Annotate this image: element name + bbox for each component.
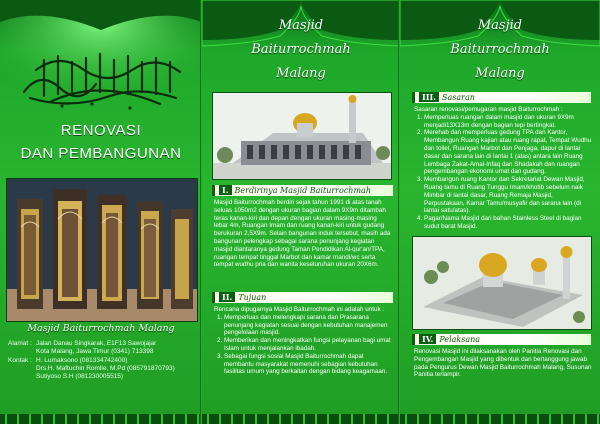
panel-history	[202, 0, 400, 424]
mosque-name-footer: Masjid Baiturrochmah Malang	[27, 323, 175, 334]
section-1-heading: I. Berdirinya Masjid Baiturrochmah	[212, 185, 393, 196]
title-line-2: DAN PEMBANGUNAN	[20, 145, 182, 162]
header-line-1: Masjid	[278, 18, 324, 33]
header-line-2: Baiturrochmah	[450, 42, 550, 57]
list-item: 3. Membangun ruang Kantor dan Sekretariat Dewan Masjid, Ruang tamu di Ruang Tunggu Imam/khotib sebelum naik Mimbar di lantai dasar, Ruang Remaja Masjid, Perpustakaan, Kamar Tamu/musyafir dan sarana lain (di lantai satu/atas).	[424, 176, 592, 215]
section-4-text: Renovasi Masjid ini dilaksanakan oleh Panitia Renovasi dan Pengembangan Masjid yang dibentuk dan bertanggung jawab pada Pengurus Dewan Masjid Baiturrochmah Malang, Susunan Panitia terlampir.	[414, 348, 592, 379]
panel-cover	[0, 0, 202, 424]
header-line-3: Malang	[475, 66, 525, 81]
header-line-3: Malang	[276, 66, 326, 81]
section-2-text: Rencana dipugarnya Masjid Baiturrochmah ini adalah untuk : 1. Memperluas dan melengkapi sarana dan Prasarana penunjang kegiatan sesuai dengan kebutuhan manajemen pengelolaan masjid. 2. Memberikan dan meningkatkan fungsi pelayanan bagi umat Islam untuk menjalankan ibadah. 3. Sebagai fungsi sosial Masjid Baiturrochmah dapat membantu masyarakat memenuhi sebagian kebutuhan fasilitas umum yang berkaitan dengan bidang keagamaan.	[214, 306, 392, 376]
mosque-aerial-render-image	[412, 236, 592, 330]
bottom-ornament	[400, 414, 600, 424]
contact-row: Alamat : Jalan Danau Singkarak, E1F13 Sawojajar	[8, 340, 157, 347]
mosque-interior-image	[6, 178, 198, 322]
header-line-2: Baiturrochmah	[251, 42, 351, 57]
section-3-heading: III. Sasaran	[412, 92, 591, 103]
bottom-ornament	[0, 414, 202, 424]
contact-row: Sutiyoso S.H (081230005515)	[36, 373, 124, 381]
bismillah-calligraphy	[0, 0, 202, 120]
contact-row: Kontak : H. Lumaksono (081334742400)	[8, 356, 128, 364]
bottom-ornament	[202, 414, 400, 424]
section-4-heading: IV. Pelaksana	[412, 334, 591, 345]
contact-row: Drs.H. Maftuchin Romlie, M.Pd (085791870793)	[36, 364, 175, 372]
section-2-heading: II. Tujuan	[212, 292, 393, 303]
mosque-render-image	[212, 92, 392, 180]
list-item: 1. Memperluas ruangan dalam masjid dan ukuran 9X9m menjadi13X13m dengan bagian tepi bertingkat.	[424, 114, 592, 130]
list-item: 1. Memperluas dan melengkapi sarana dan Prasarana penunjang kegiatan sesuai dengan kebutuhan manajemen pengelolaan masjid.	[224, 314, 392, 337]
title-line-1: RENOVASI	[60, 122, 142, 139]
list-item: 4. Pagar/Nama Masjid dari bahan Stainless Steel di bagian sudut barat Masjid.	[424, 215, 592, 231]
section-3-text: Sasaran renovasi/pemugaran masjid Baiturrochmah : 1. Memperluas ruangan dalam masjid dan ukuran 9X9m menjadi13X13m dengan bagian tepi bertingkat. 2. Merehab dan memperluas gedung TPA dan Kantor, Membangun Ruang kajian atau ruang rapat, Tempat Wudhu dan toilet, Ruangan Marbot dan Penjaga, dapur di lantai dasar dan sarana lain di lantai 1 (atas) antara lain Ruang Lembaga Zakat-Amal-Infaq dan Shadakah dan ruangan pengembangan ekonomi umat dan gudang. 3. Membangun ruang Kantor dan Sekretariat Dewan Masjid, Ruang tamu di Ruang Tunggu Imam/khotib sebelum naik Mimbar di lantai dasar, Ruang Remaja Masjid, Perpustakaan, Kamar Tamu/musyafir dan sarana lain (di lantai satu/atas). 4. Pagar/Nama Masjid dari bahan Stainless Steel di bagian sudut barat Masjid.	[414, 106, 592, 231]
list-item: 2. Memberikan dan meningkatkan fungsi pelayanan bagi umat Islam untuk menjalankan ibadah.	[224, 337, 392, 353]
panel-goals	[400, 0, 600, 424]
contact-row: Kota Malang, Jawa Timur (0341) 713398	[36, 348, 154, 356]
contact-block	[8, 340, 200, 381]
header-line-1: Masjid	[477, 18, 523, 33]
list-item: 2. Merehab dan memperluas gedung TPA dan Kantor, Membangun Ruang kajian atau ruang rapat, Tempat Wudhu dan toilet, Ruangan Marbot dan Penjaga, dapur di lantai dasar dan sarana lain di lantai 1 (atas) antara lain Ruang Lembaga Zakat-Amal-Infaq dan Shadakah dan ruangan pengembangan ekonomi umat dan gudang.	[424, 129, 592, 176]
section-1-text: Masjid Baiturrochmah berdiri sejak tahun 1991 di atas tanah seluas 1050m2 dengan ukuran bagian dalam 9X9m ditambah teras kanan-kiri dan depan dengan ukuran masing-masing lebar 4m, Ruangan Imam dan ruang kanan-kiri untuk gudang berukuran 2,5X9m. Selain bangunan induk tersebut, masih ada bangunan pelengkap sebagai sarana penunjang kegiatan masjid diantaranya gedung Taman Pendidikan Al-qur'an/TPA, ruangan tempat tinggal Marbot dan kamar mandi/wc serta tempat wudhu pria dan wanita keseluruhan ukuran 20X6m.	[214, 199, 391, 269]
list-item: 3. Sebagai fungsi sosial Masjid Baiturrochmah dapat membantu masyarakat memenuhi sebagian kebutuhan fasilitas umum yang berkaitan dengan bidang keagamaan.	[224, 353, 392, 376]
